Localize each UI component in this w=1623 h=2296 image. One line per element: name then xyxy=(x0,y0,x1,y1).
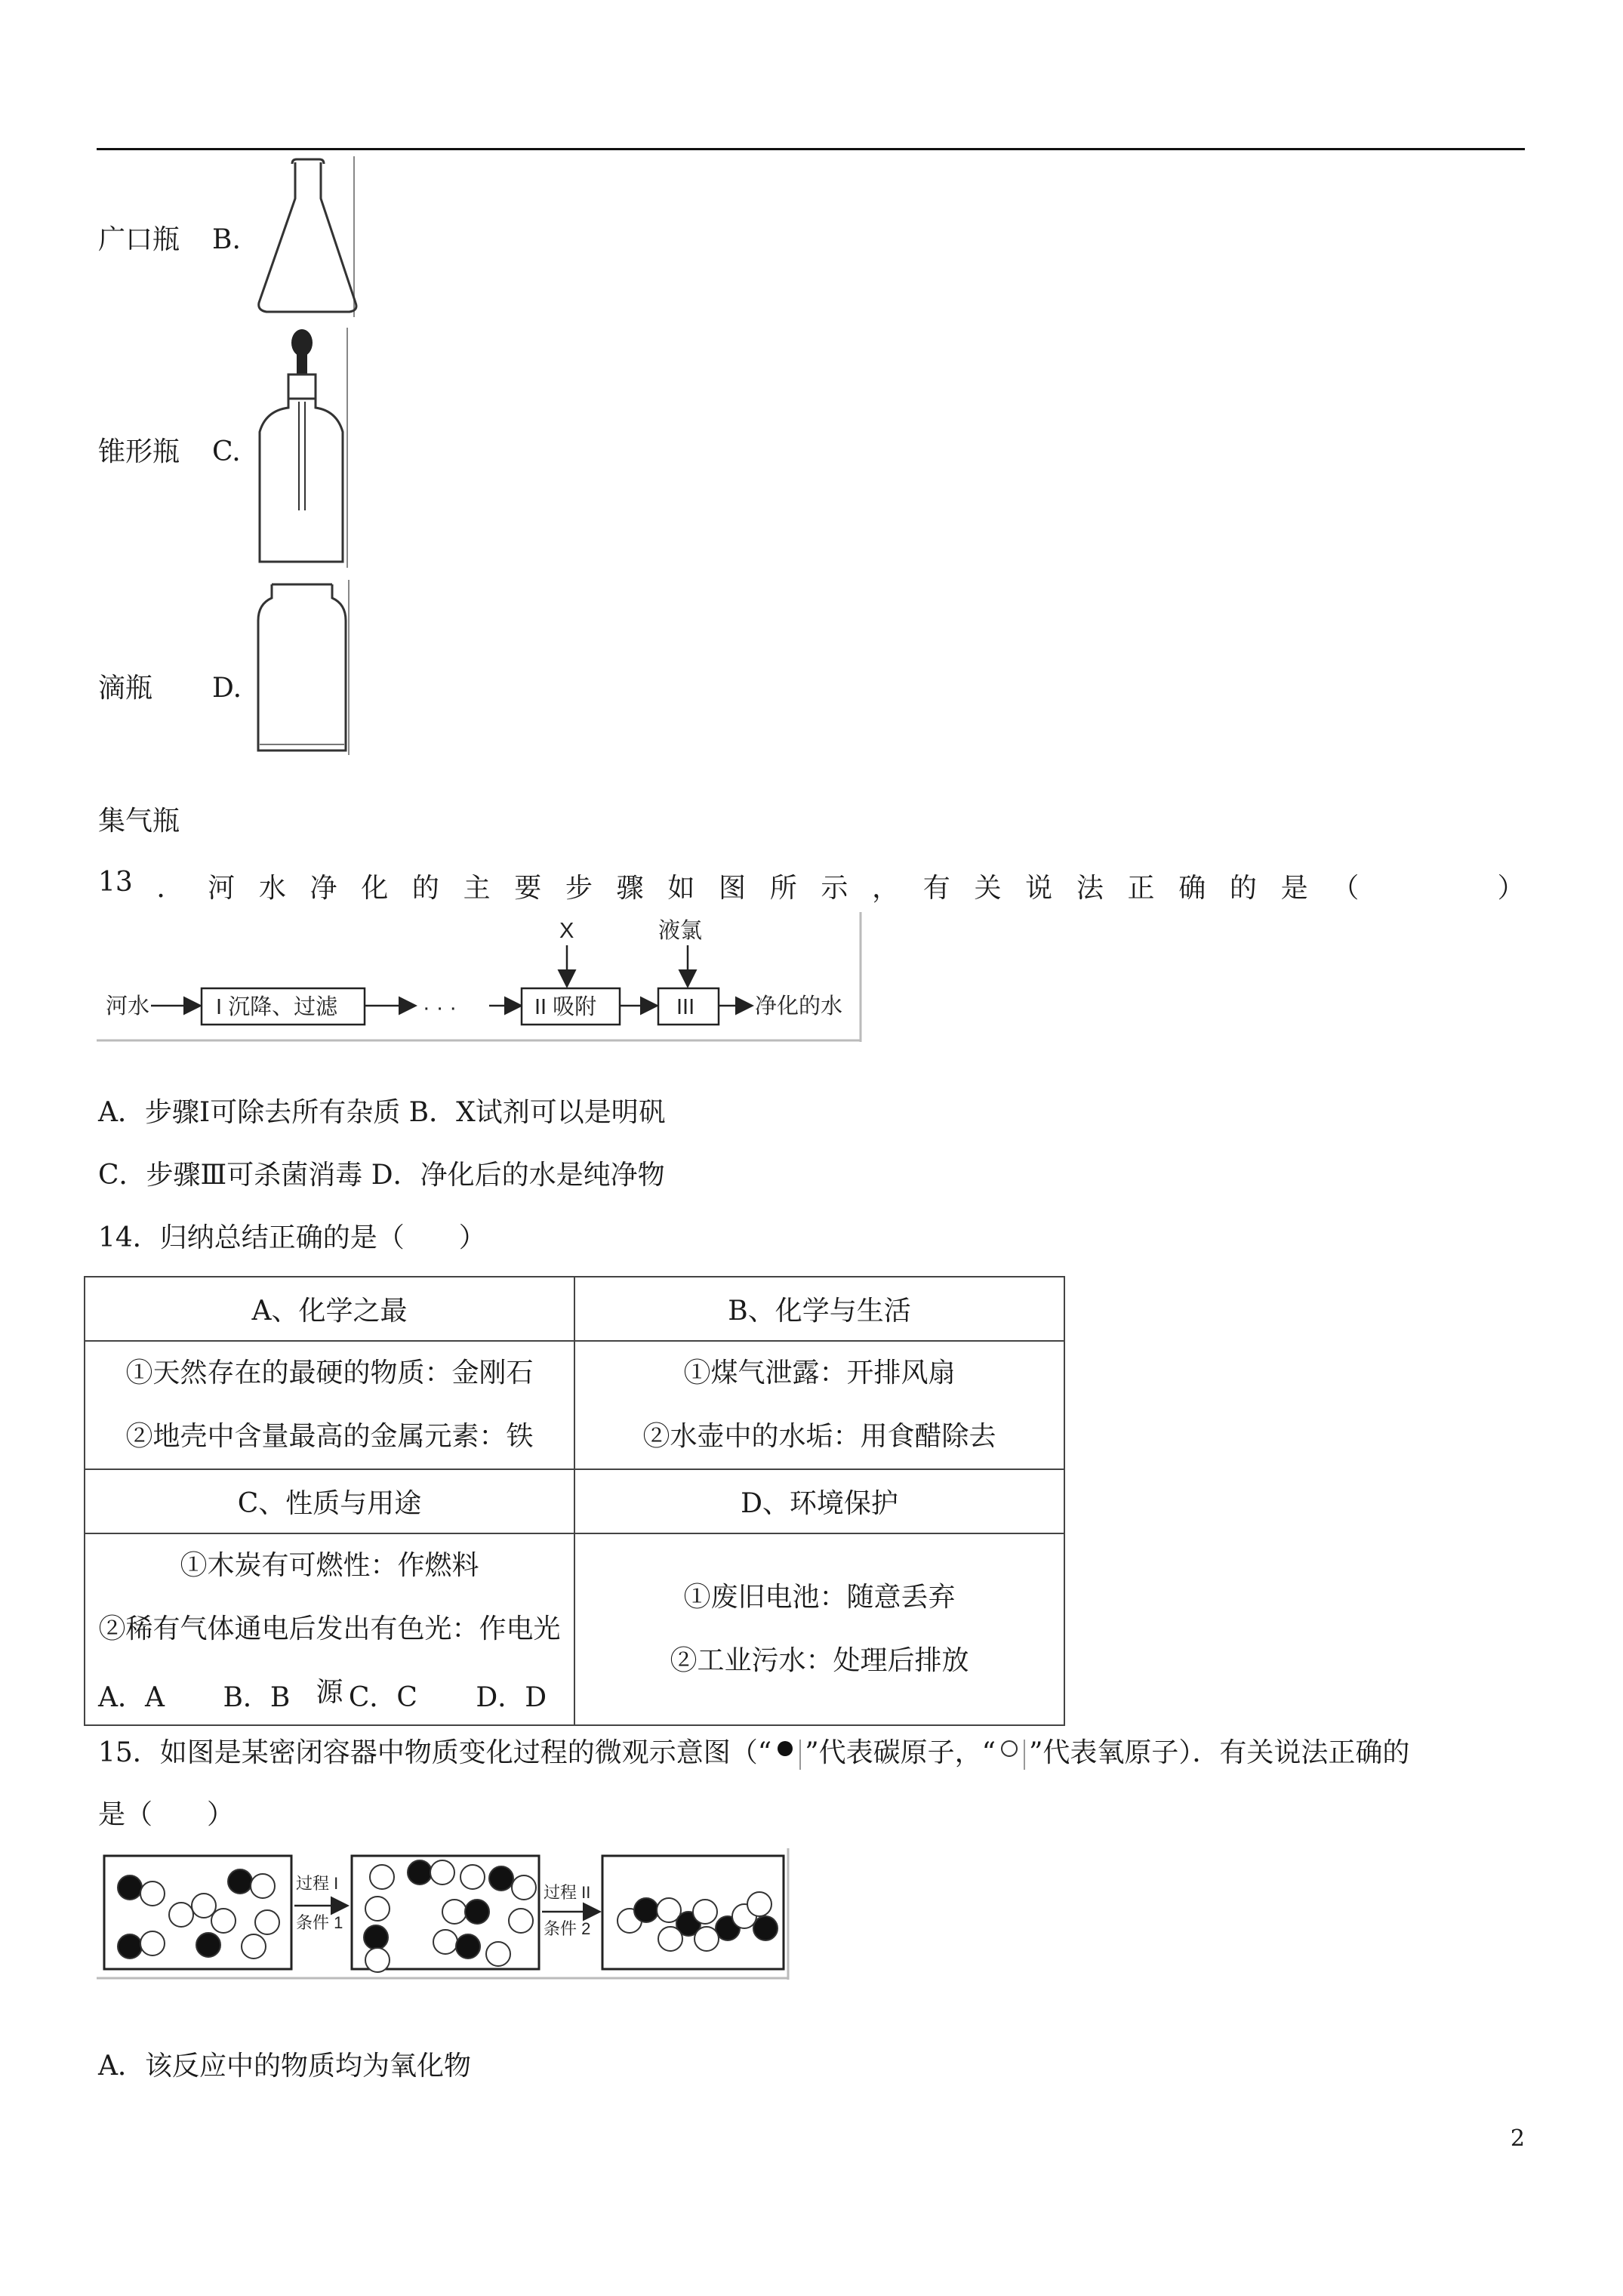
q13-options-line-1: A．步骤Ⅰ可除去所有杂质 B．X试剂可以是明矾 xyxy=(98,1097,666,1128)
flow-input-x: X xyxy=(559,919,574,943)
q13-char: 骤 xyxy=(616,873,644,904)
table-line: ①木炭有可燃性：作燃料 xyxy=(180,1550,479,1581)
q13-char: 如 xyxy=(667,873,695,904)
process-1-label: 过程 I xyxy=(296,1874,339,1893)
q13-char: 步 xyxy=(565,873,593,904)
q12-caption-prev: 广口瓶 xyxy=(98,224,180,255)
table-header-c: C、性质与用途 xyxy=(85,1469,574,1533)
q13-char: ， xyxy=(872,873,900,904)
q14-stem: 14．归纳总结正确的是（ ） xyxy=(98,1222,486,1253)
q13-char: 示 xyxy=(821,873,848,904)
q14-option: C．C xyxy=(348,1682,417,1713)
q13-char: （ xyxy=(1332,873,1360,904)
q13-char: 正 xyxy=(1127,873,1155,904)
q13-char: 化 xyxy=(361,873,389,904)
flow-start-label: 河水 xyxy=(106,994,150,1019)
q12-caption-last: 集气瓶 xyxy=(98,806,180,837)
molecular-process-diagram xyxy=(97,1848,791,1981)
table-cell-b xyxy=(574,1341,1064,1469)
water-purification-flow-diagram xyxy=(97,911,863,1043)
table-line: ①废旧电池：随意丢弃 xyxy=(683,1582,956,1613)
flow-step1-label: I 沉降、过滤 xyxy=(216,995,338,1019)
q12-option-c-letter: C. xyxy=(212,436,241,467)
process-2-condition: 条件 2 xyxy=(544,1919,591,1938)
q12-caption: 滴瓶 xyxy=(98,673,153,704)
q13-char: 关 xyxy=(974,873,1002,904)
page-number: 2 xyxy=(1510,2125,1525,2152)
q14-option: B．B xyxy=(223,1682,291,1713)
oxygen-atom-legend-icon xyxy=(996,1740,1029,1770)
table-line: ②稀有气体通电后发出有色光：作电光源 xyxy=(98,1613,561,1708)
q13-char: 确 xyxy=(1178,873,1206,904)
flow-ellipsis: · · · xyxy=(423,996,457,1020)
q15-stem-line-2: 是（ ） xyxy=(98,1799,235,1830)
flow-end-label: 净化的水 xyxy=(755,994,843,1019)
q13-stem xyxy=(98,867,1525,905)
q13-char: 是 xyxy=(1280,873,1308,904)
q12-option-d-letter: D. xyxy=(212,673,242,704)
table-line: ①煤气泄露：开排风扇 xyxy=(683,1358,956,1388)
q13-char: 所 xyxy=(769,873,797,904)
q14-option: D．D xyxy=(476,1682,547,1713)
q15-option-a: A．该反应中的物质均为氧化物 xyxy=(98,2051,471,2082)
q13-dot: ． xyxy=(156,873,184,904)
q13-char: 河 xyxy=(208,873,236,904)
q12-caption: 锥形瓶 xyxy=(98,436,180,467)
erlenmeyer-flask-icon xyxy=(253,155,359,319)
q13-char: 法 xyxy=(1076,873,1104,904)
flow-step2-label: II 吸附 xyxy=(534,995,597,1019)
q13-char: 的 xyxy=(1229,873,1257,904)
table-header-d: D、环境保护 xyxy=(574,1469,1064,1533)
table-line: ②地壳中含量最高的金属元素：铁 xyxy=(125,1421,534,1452)
flow-step3-label: III xyxy=(676,995,695,1019)
q12-option-b-letter: B. xyxy=(212,224,241,255)
flow-input-chlorine: 液氯 xyxy=(658,919,703,943)
q13-char: 水 xyxy=(258,873,286,904)
q13-char: 图 xyxy=(719,873,747,904)
carbon-atom-legend-icon xyxy=(771,1740,805,1770)
q13-options-line-2: C．步骤Ⅲ可杀菌消毒 D．净化后的水是纯净物 xyxy=(98,1160,665,1191)
q14-options xyxy=(98,1676,596,1715)
q15-stem-line-1 xyxy=(98,1737,1409,1770)
table-header-b: B、化学与生活 xyxy=(574,1277,1064,1341)
process-2-label: 过程 II xyxy=(544,1883,591,1902)
q13-char: 主 xyxy=(463,873,491,904)
dropper-bottle-icon xyxy=(255,326,352,569)
q13-char: 有 xyxy=(922,873,950,904)
q13-char: 要 xyxy=(514,873,542,904)
table-line: ②工业污水：处理后排放 xyxy=(670,1645,969,1676)
q14-option: A．A xyxy=(98,1682,165,1713)
gas-jar-icon xyxy=(255,578,353,757)
table-header-a: A、化学之最 xyxy=(85,1277,574,1341)
header-rule xyxy=(97,148,1525,150)
q14-summary-table xyxy=(84,1276,1065,1726)
table-line: ①天然存在的最硬的物质：金刚石 xyxy=(125,1358,534,1388)
q13-char: 的 xyxy=(411,873,439,904)
table-cell-a xyxy=(85,1341,574,1469)
q13-char: 净 xyxy=(310,873,337,904)
table-cell-d xyxy=(574,1533,1064,1725)
q13-char: ） xyxy=(1497,873,1525,904)
q15-stem-part: 15．如图是某密闭容器中物质变化过程的微观示意图（“ xyxy=(98,1737,772,1768)
q15-stem-part: ”代表碳原子，“ xyxy=(805,1737,996,1768)
q15-stem-part: ”代表氧原子）．有关说法正确的 xyxy=(1029,1737,1410,1768)
table-line: ②水壶中的水垢：用食醋除去 xyxy=(642,1421,996,1452)
q13-number: 13 xyxy=(98,867,133,898)
process-1-condition: 条件 1 xyxy=(296,1913,343,1932)
q13-char: 说 xyxy=(1025,873,1053,904)
